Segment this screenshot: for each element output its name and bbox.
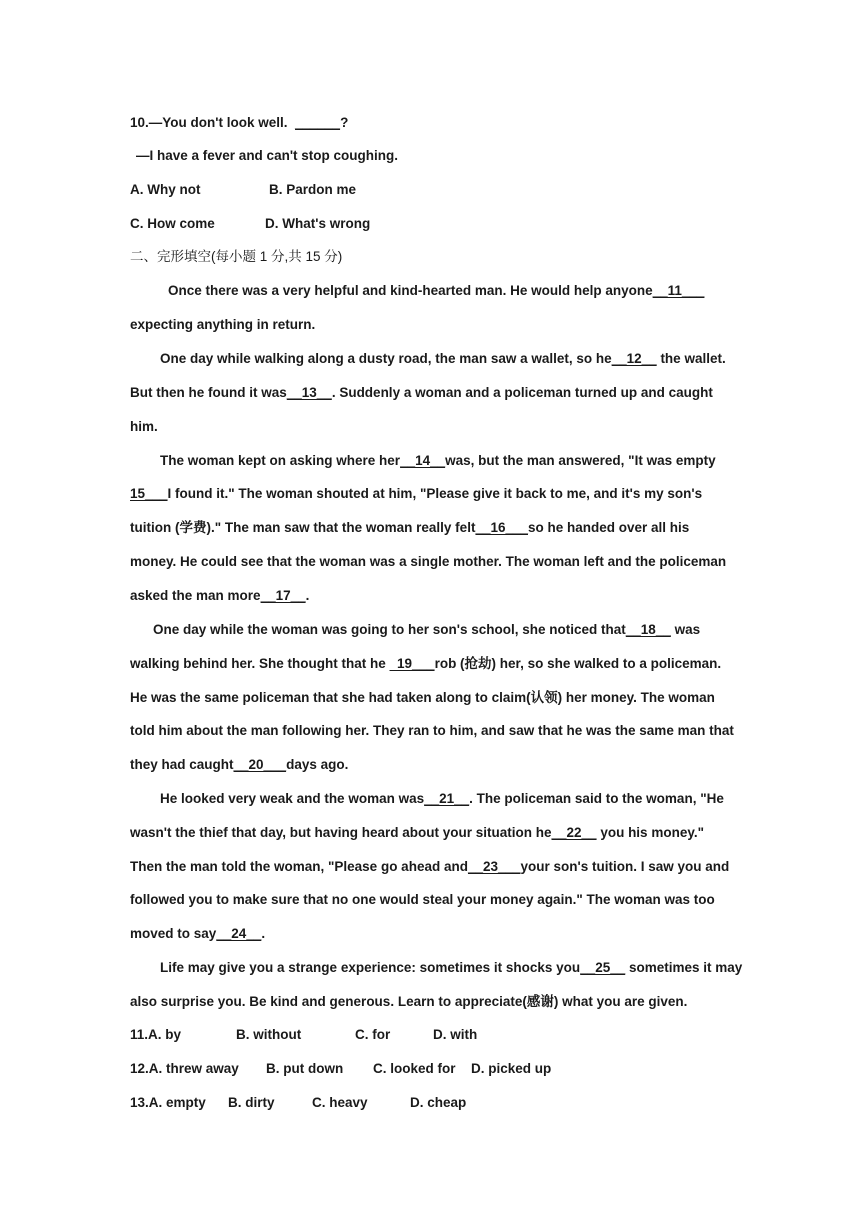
q10-option-c: C. How come bbox=[130, 216, 215, 231]
section-title: 二、完形填空(每小题 1 分,共 15 分) bbox=[130, 249, 343, 264]
blank-25: __25__ bbox=[580, 960, 626, 975]
blank-15: 15___ bbox=[130, 486, 168, 501]
passage-text: the wallet. bbox=[656, 351, 726, 366]
passage-text: walking behind her. She thought that he bbox=[130, 656, 390, 671]
blank-23: __23___ bbox=[467, 859, 521, 874]
blank-16: __16___ bbox=[475, 520, 528, 535]
blank-12: __12__ bbox=[611, 351, 657, 366]
passage-text: tuition (学费)." The man saw that the woman really felt bbox=[130, 520, 476, 535]
passage-text: . bbox=[261, 926, 266, 941]
passage-line bbox=[160, 959, 742, 977]
passage-text: He looked very weak and the woman was bbox=[160, 791, 425, 806]
passage-line bbox=[130, 824, 704, 842]
blank-17: __17__ bbox=[260, 588, 306, 603]
passage-line: also surprise you. Be kind and generous. Learn to appreciate(感谢) what you are given. bbox=[130, 994, 688, 1009]
q13-option-c: C. heavy bbox=[312, 1095, 368, 1110]
q10-prompt: 10.—You don't look well. bbox=[130, 115, 288, 130]
blank-13: __13__ bbox=[286, 385, 332, 400]
passage-line bbox=[160, 452, 716, 470]
passage-text: I found it." The woman shouted at him, "Please give it back to me, and it's my son's bbox=[167, 486, 703, 501]
passage-text: But then he found it was bbox=[130, 385, 287, 400]
passage-line: expecting anything in return. bbox=[130, 317, 316, 332]
passage-text: Life may give you a strange experience: sometimes it shocks you bbox=[160, 960, 581, 975]
passage-line bbox=[130, 925, 265, 943]
passage-line bbox=[130, 587, 309, 605]
q10-mark: ? bbox=[340, 115, 349, 130]
q10-reply: —I have a fever and can't stop coughing. bbox=[136, 148, 399, 163]
q13-option-b: B. dirty bbox=[228, 1095, 275, 1110]
passage-line: money. He could see that the woman was a single mother. The woman left and the policeman bbox=[130, 554, 727, 569]
passage-text: was bbox=[670, 622, 701, 637]
passage-line bbox=[130, 756, 348, 774]
blank-19: 19___ bbox=[389, 656, 435, 671]
q12-option-a: 12.A. threw away bbox=[130, 1061, 239, 1076]
passage-line: him. bbox=[130, 419, 158, 434]
passage-text: your son's tuition. I saw you and bbox=[520, 859, 730, 874]
passage-text: One day while the woman was going to her son's school, she noticed that bbox=[153, 622, 626, 637]
blank-11: __11___ bbox=[652, 283, 705, 298]
passage-text: rob (抢劫) her, so she walked to a policeman. bbox=[434, 656, 722, 671]
passage-line bbox=[130, 655, 721, 673]
passage-line bbox=[130, 485, 702, 503]
passage-text: asked the man more bbox=[130, 588, 261, 603]
passage-line bbox=[130, 384, 713, 402]
passage-text: sometimes it may bbox=[625, 960, 743, 975]
passage-text: . Suddenly a woman and a policeman turned up and caught bbox=[331, 385, 713, 400]
passage-text: you his money." bbox=[596, 825, 704, 840]
passage-text: days ago. bbox=[286, 757, 349, 772]
passage-line: He was the same policeman that she had taken along to claim(认领) her money. The woman bbox=[130, 690, 715, 705]
passage-text: Once there was a very helpful and kind-hearted man. He would help anyone bbox=[168, 283, 653, 298]
passage-text: wasn't the thief that day, but having heard about your situation he bbox=[130, 825, 552, 840]
q10-blank: ______ bbox=[295, 115, 341, 130]
q12-option-b: B. put down bbox=[266, 1061, 344, 1076]
q11-option-d: D. with bbox=[433, 1027, 478, 1042]
passage-line bbox=[168, 282, 704, 300]
q13-option-d: D. cheap bbox=[410, 1095, 467, 1110]
passage-text: they had caught bbox=[130, 757, 234, 772]
q11-option-c: C. for bbox=[355, 1027, 391, 1042]
passage-line bbox=[130, 858, 729, 876]
blank-22: __22__ bbox=[551, 825, 597, 840]
q13-option-a: 13.A. empty bbox=[130, 1095, 206, 1110]
passage-text: One day while walking along a dusty road, the man saw a wallet, so he bbox=[160, 351, 612, 366]
passage-line: followed you to make sure that no one would steal your money again." The woman was too bbox=[130, 892, 715, 907]
passage-text: The woman kept on asking where her bbox=[160, 453, 401, 468]
passage-line: told him about the man following her. They ran to him, and saw that he was the same man that bbox=[130, 723, 734, 738]
blank-21: __21__ bbox=[424, 791, 470, 806]
passage-line bbox=[160, 790, 724, 808]
passage-text: was, but the man answered, "It was empty bbox=[445, 453, 716, 468]
passage-line bbox=[160, 350, 726, 368]
q12-option-c: C. looked for bbox=[373, 1061, 456, 1076]
blank-14: __14__ bbox=[400, 453, 446, 468]
blank-24: __24__ bbox=[216, 926, 262, 941]
q10-option-a: A. Why not bbox=[130, 182, 201, 197]
blank-18: __18__ bbox=[625, 622, 671, 637]
passage-text: Then the man told the woman, "Please go ahead and bbox=[130, 859, 468, 874]
passage-line bbox=[153, 621, 700, 639]
passage-text: moved to say bbox=[130, 926, 217, 941]
passage-text: . bbox=[305, 588, 310, 603]
blank-20: __20___ bbox=[233, 757, 287, 772]
q11-option-b: B. without bbox=[236, 1027, 302, 1042]
q10-prompt-line bbox=[130, 114, 348, 132]
passage-text: so he handed over all his bbox=[528, 520, 690, 535]
passage-text: . The policeman said to the woman, "He bbox=[469, 791, 724, 806]
q10-option-b: B. Pardon me bbox=[269, 182, 357, 197]
q12-option-d: D. picked up bbox=[471, 1061, 552, 1076]
q10-option-d: D. What's wrong bbox=[265, 216, 371, 231]
passage-line bbox=[130, 519, 689, 537]
q11-option-a: 11.A. by bbox=[130, 1027, 182, 1042]
